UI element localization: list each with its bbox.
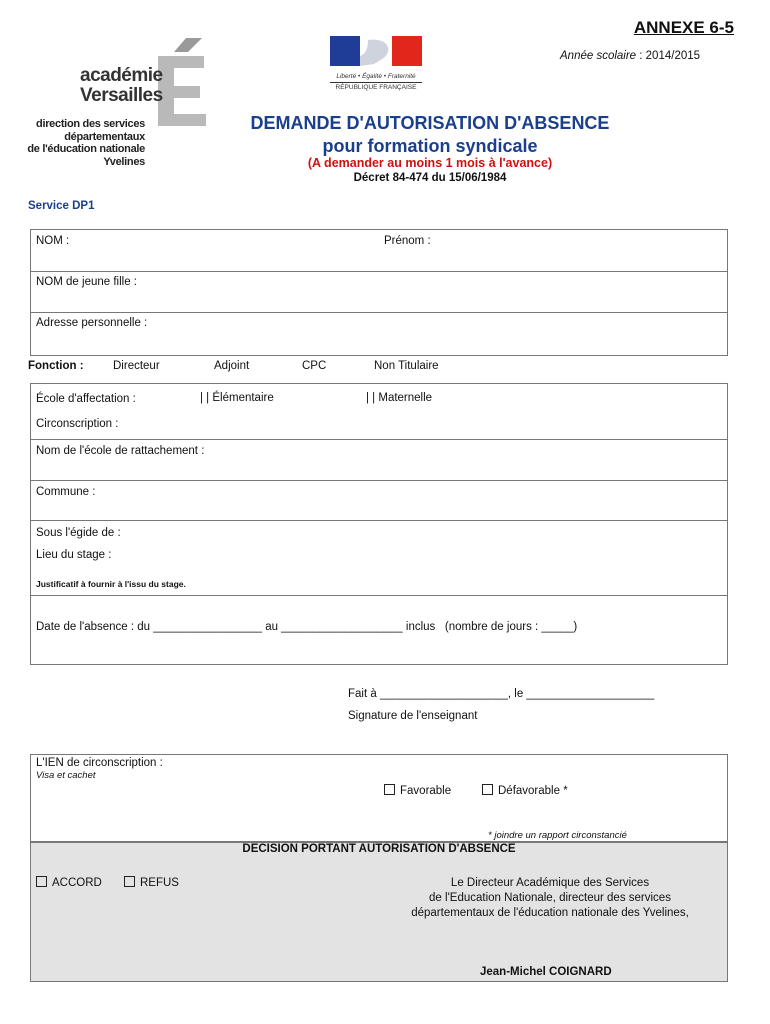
nom-field[interactable]: NOM : — [36, 235, 70, 247]
prenom-field[interactable]: Prénom : — [384, 235, 431, 247]
signatory-name: Jean-Michel COIGNARD — [480, 966, 612, 978]
marianne-logo: Liberté • Égalité • Fraternité RÉPUBLIQUE FRANÇAISE — [330, 36, 422, 91]
ecole-affectation-field[interactable]: École d'affectation : — [36, 393, 136, 405]
checkbox-icon — [36, 876, 47, 887]
visa-label: Visa et cachet — [36, 770, 96, 781]
checkbox-icon — [482, 784, 493, 795]
nom-jeune-fille-field[interactable]: NOM de jeune fille : — [36, 276, 137, 288]
fonction-cpc[interactable]: CPC — [302, 360, 327, 372]
fonction-directeur[interactable]: Directeur — [113, 360, 160, 372]
justificatif-note: Justificatif à fournir à l'issu du stage. — [36, 579, 186, 589]
marianne-flag-icon — [330, 36, 422, 66]
divider — [30, 480, 728, 481]
divider — [30, 595, 728, 596]
fonction-label: Fonction : — [28, 360, 84, 372]
defavorable-checkbox[interactable]: Défavorable * — [482, 784, 568, 797]
refus-checkbox[interactable]: REFUS — [124, 876, 179, 889]
egide-field[interactable]: Sous l'égide de : — [36, 527, 121, 539]
divider — [30, 271, 728, 272]
title-line2: pour formation syndicale — [322, 136, 538, 156]
identity-box — [30, 229, 728, 356]
circonscription-field[interactable]: Circonscription : — [36, 418, 119, 430]
checkbox-icon — [384, 784, 395, 795]
director-block: Le Directeur Académique des Services de l'Education Nationale, directeur des services départementaux de l'éducation nationale des Yvelines, — [411, 877, 689, 919]
divider — [30, 312, 728, 313]
fait-a-field[interactable]: Fait à ____________________, le ____________________ — [348, 688, 655, 700]
divider — [30, 439, 728, 440]
decree: Décret 84-474 du 15/06/1984 — [353, 172, 507, 184]
title-note: (A demander au moins 1 mois à l'avance) — [307, 156, 553, 170]
adresse-field[interactable]: Adresse personnelle : — [36, 317, 148, 329]
rapport-note: * joindre un rapport circonstancié — [488, 830, 627, 841]
direction-block: direction des services départementaux de l'éducation nationale Yvelines — [27, 118, 145, 168]
title-line1: DEMANDE D'AUTORISATION D'ABSENCE — [250, 113, 610, 133]
service-label: Service DP1 — [28, 200, 95, 212]
accord-checkbox[interactable]: ACCORD — [36, 876, 102, 889]
checkbox-icon — [124, 876, 135, 887]
signature-label: Signature de l'enseignant — [348, 710, 478, 722]
elementaire-checkbox[interactable]: | | Élémentaire — [200, 392, 274, 404]
rattachement-field[interactable]: Nom de l'école de rattachement : — [36, 445, 205, 457]
school-year: Année scolaire : 2014/2015 — [560, 50, 701, 62]
maternelle-checkbox[interactable]: | | Maternelle — [366, 392, 433, 404]
decision-title: DECISION PORTANT AUTORISATION D'ABSENCE — [242, 843, 516, 855]
favorable-checkbox[interactable]: Favorable — [384, 784, 451, 797]
lieu-stage-field[interactable]: Lieu du stage : — [36, 549, 112, 561]
divider — [30, 520, 728, 521]
commune-field[interactable]: Commune : — [36, 486, 96, 498]
date-absence-field[interactable]: Date de l'absence : du _________________ au ___________________ inclus (nombre de jours : _____) — [36, 621, 578, 633]
annexe-label: ANNEXE 6-5 — [633, 18, 734, 37]
fonction-non-titulaire[interactable]: Non Titulaire — [374, 360, 439, 372]
fonction-adjoint[interactable]: Adjoint — [214, 360, 250, 372]
ien-label: L'IEN de circonscription : — [36, 757, 163, 769]
